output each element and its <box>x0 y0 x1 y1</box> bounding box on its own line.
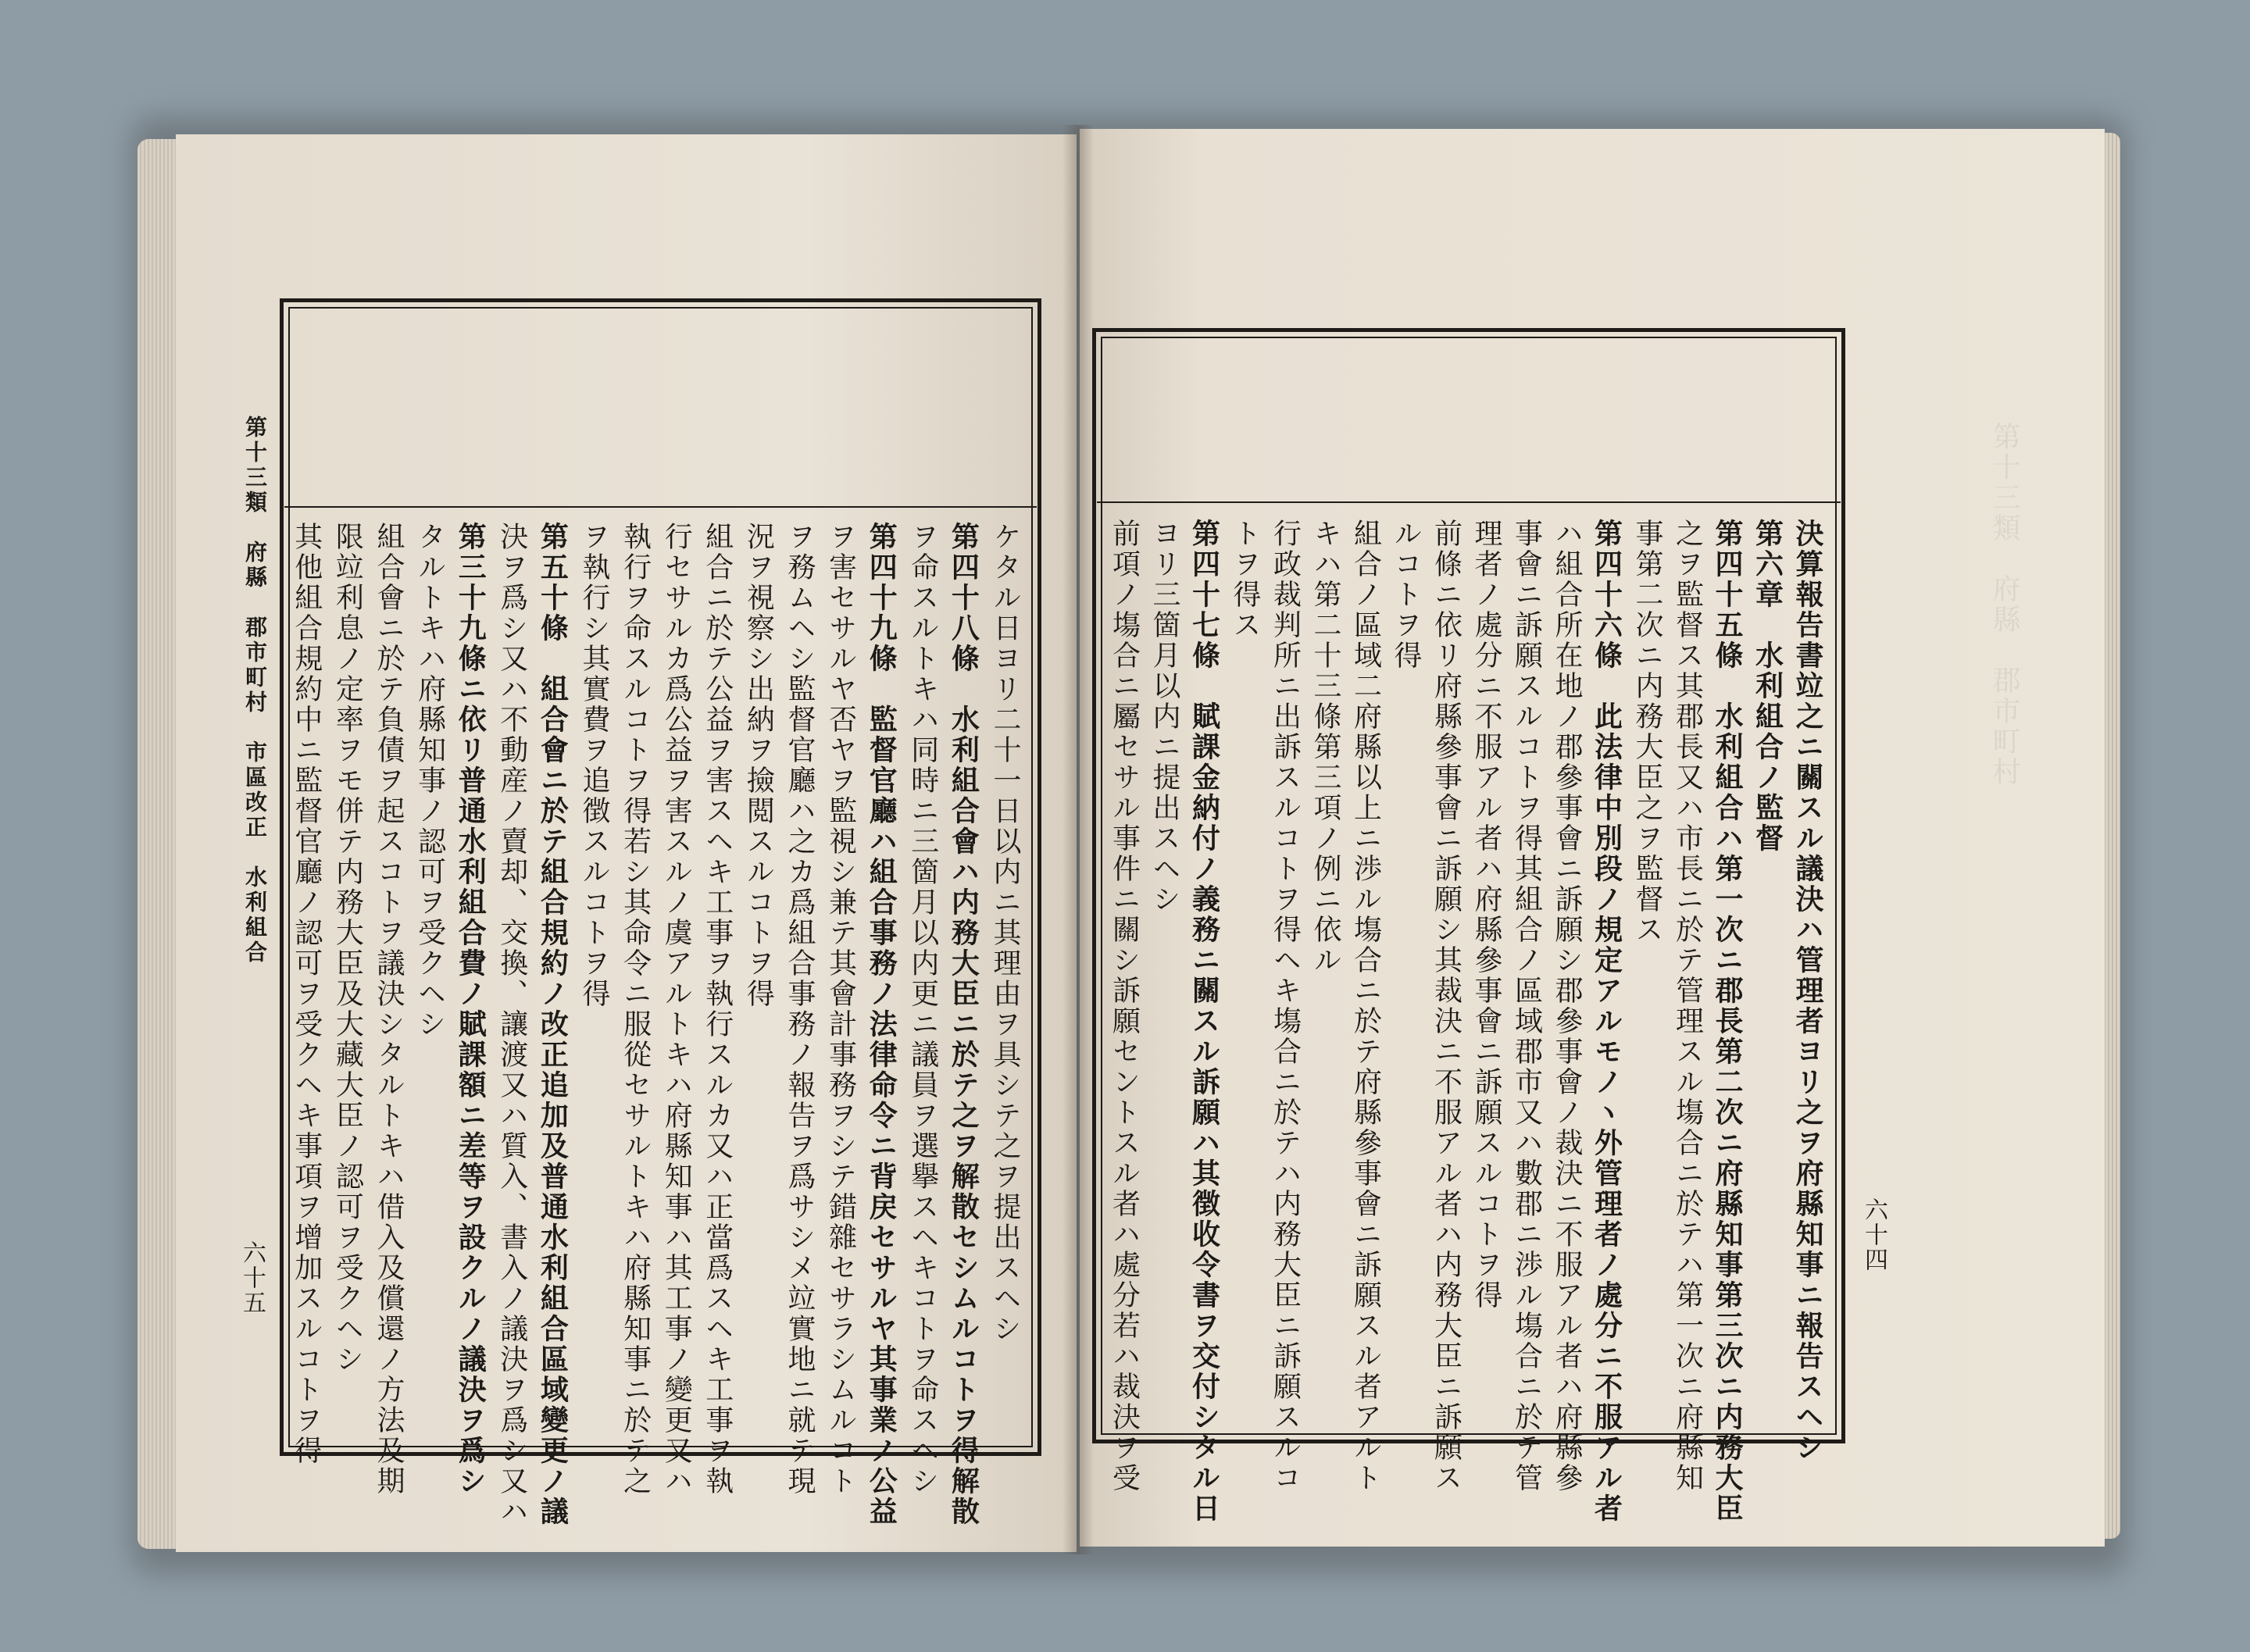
page-number-right: 六十四 <box>1860 1197 1888 1272</box>
text-column: キハ第二十三條第三項ノ例ニ依ル <box>1309 519 1341 976</box>
text-column: 行セサルカ爲公益ヲ害スルノ虞アルトキハ府縣知事ハ其工事ノ變更又ハ <box>660 522 693 1497</box>
text-column: タルトキハ府縣知事ノ認可ヲ受クヘシ <box>413 522 446 1040</box>
text-column: ケタル日ヨリ二十一日以内ニ其理由ヲ具シテ之ヲ提出スヘシ <box>989 522 1021 1344</box>
text-column: 第四十五條 水利組合ハ第一次ニ郡長第二次ニ府縣知事第三次ニ内務大臣 <box>1711 519 1744 1524</box>
text-column: 況ヲ視察シ出納ヲ撿閲スルコトヲ得 <box>742 522 775 1009</box>
text-column: トヲ得ス <box>1229 519 1261 640</box>
left-header-rule <box>284 506 1037 508</box>
text-column: 第四十七條 賦課金納付ノ義務ニ關スル訴願ハ其徴收令書ヲ交付シタル日 <box>1188 519 1221 1524</box>
page-number-left: 六十五 <box>238 1240 266 1315</box>
text-column: 第六章 水利組合ノ監督 <box>1751 519 1784 854</box>
text-column: 組合會ニ於テ負債ヲ起スコトヲ議決シタルトキハ借入及償還ノ方法及期 <box>373 522 405 1497</box>
text-column: 第五十條 組合會ニ於テ組合規約ノ改正追加及普通水利組合區域變更ノ議 <box>536 522 570 1527</box>
text-column: 前條ニ依リ府縣參事會ニ訴願シ其裁決ニ不服アル者ハ内務大臣ニ訴願ス <box>1430 519 1462 1493</box>
text-column: 第三十九條ニ依リ普通水利組合費ノ賦課額ニ差等ヲ設クルノ議決ヲ爲シ <box>454 522 488 1497</box>
text-column: ヨリ三箇月以内ニ提出スヘシ <box>1148 519 1180 915</box>
text-column: 執行ヲ命スルコトヲ得若シ其命令ニ服從セサルトキハ府縣知事ニ於テ之 <box>619 522 652 1497</box>
text-column: 限竝利息ノ定率ヲモ併テ内務大臣及大藏大臣ノ認可ヲ受クヘシ <box>331 522 364 1375</box>
text-column: 行政裁判所ニ出訴スルコトヲ得ヘキ塲合ニ於テハ内務大臣ニ訴願スルコ <box>1269 519 1302 1493</box>
text-column: 第四十八條 水利組合會ハ内務大臣ニ於テ之ヲ解散セシムルコトヲ得解散 <box>947 522 980 1527</box>
show-through: 第十三類 府縣 郡市町村 <box>1988 422 2020 787</box>
text-column: ハ組合所在地ノ郡參事會ニ訴願シ郡參事會ノ裁決ニ不服アル者ハ府縣參 <box>1551 519 1583 1493</box>
text-column: 第四十九條 監督官廳ハ組合事務ノ法律命令ニ背戻セサルヤ其事業ノ公益 <box>865 522 898 1527</box>
text-column: 事會ニ訴願スルコトヲ得其組合ノ區域郡市又ハ數郡ニ渉ル塲合ニ於テ管 <box>1510 519 1543 1493</box>
text-column: 決算報告書竝之ニ關スル議決ハ管理者ヨリ之ヲ府縣知事ニ報告スヘシ <box>1791 519 1824 1463</box>
text-column: 第四十六條 此法律中別段ノ規定アルモノヽ外管理者ノ處分ニ不服アル者 <box>1590 519 1623 1524</box>
text-column: ヲ命スルトキハ同時ニ三箇月以内更ニ議員ヲ選擧スヘキコトヲ命スヘシ <box>906 522 939 1497</box>
book-gutter <box>1062 125 1094 1554</box>
running-header: 第十三類 府縣 郡市町村 市區改正 水利組合 <box>242 416 268 965</box>
text-column: 事第二次ニ内務大臣之ヲ監督ス <box>1631 519 1663 945</box>
text-column: 前項ノ塲合ニ屬セサル事件ニ關シ訴願セントスル者ハ處分若ハ裁決ヲ受 <box>1108 519 1141 1493</box>
text-column: ヲ害セサルヤ否ヤヲ監視シ兼テ其會計事務ヲシテ錯雜セサラシムルコト <box>824 522 857 1497</box>
text-column: ヲ執行シ其實費ヲ追徴スルコトヲ得 <box>578 522 610 1009</box>
text-column: 理者ノ處分ニ不服アル者ハ府縣參事會ニ訴願スルコトヲ得 <box>1470 519 1502 1311</box>
right-header-rule <box>1097 501 1841 503</box>
text-column: 組合ノ區域二府縣以上ニ渉ル塲合ニ於テ府縣參事會ニ訴願スル者アルト <box>1349 519 1382 1493</box>
text-column: 其他組合規約中ニ監督官廳ノ認可ヲ受クヘキ事項ヲ增加スルコトヲ得 <box>290 522 323 1466</box>
text-column: ヲ務ムヘシ監督官廳ハ之カ爲組合事務ノ報告ヲ爲サシメ竝實地ニ就テ現 <box>784 522 816 1497</box>
text-column: 決ヲ爲シ又ハ不動産ノ賣却、交換、讓渡又ハ質入、書入ノ議決ヲ爲シ又ハ <box>495 522 528 1527</box>
text-column: 組合ニ於テ公益ヲ害スヘキ工事ヲ執行スルカ又ハ正當爲スヘキ工事ヲ執 <box>701 522 734 1497</box>
text-column: 之ヲ監督ス其郡長又ハ市長ニ於テ管理スル塲合ニ於テハ第一次ニ府縣知 <box>1671 519 1704 1493</box>
text-column: ルコトヲ得 <box>1390 519 1422 671</box>
